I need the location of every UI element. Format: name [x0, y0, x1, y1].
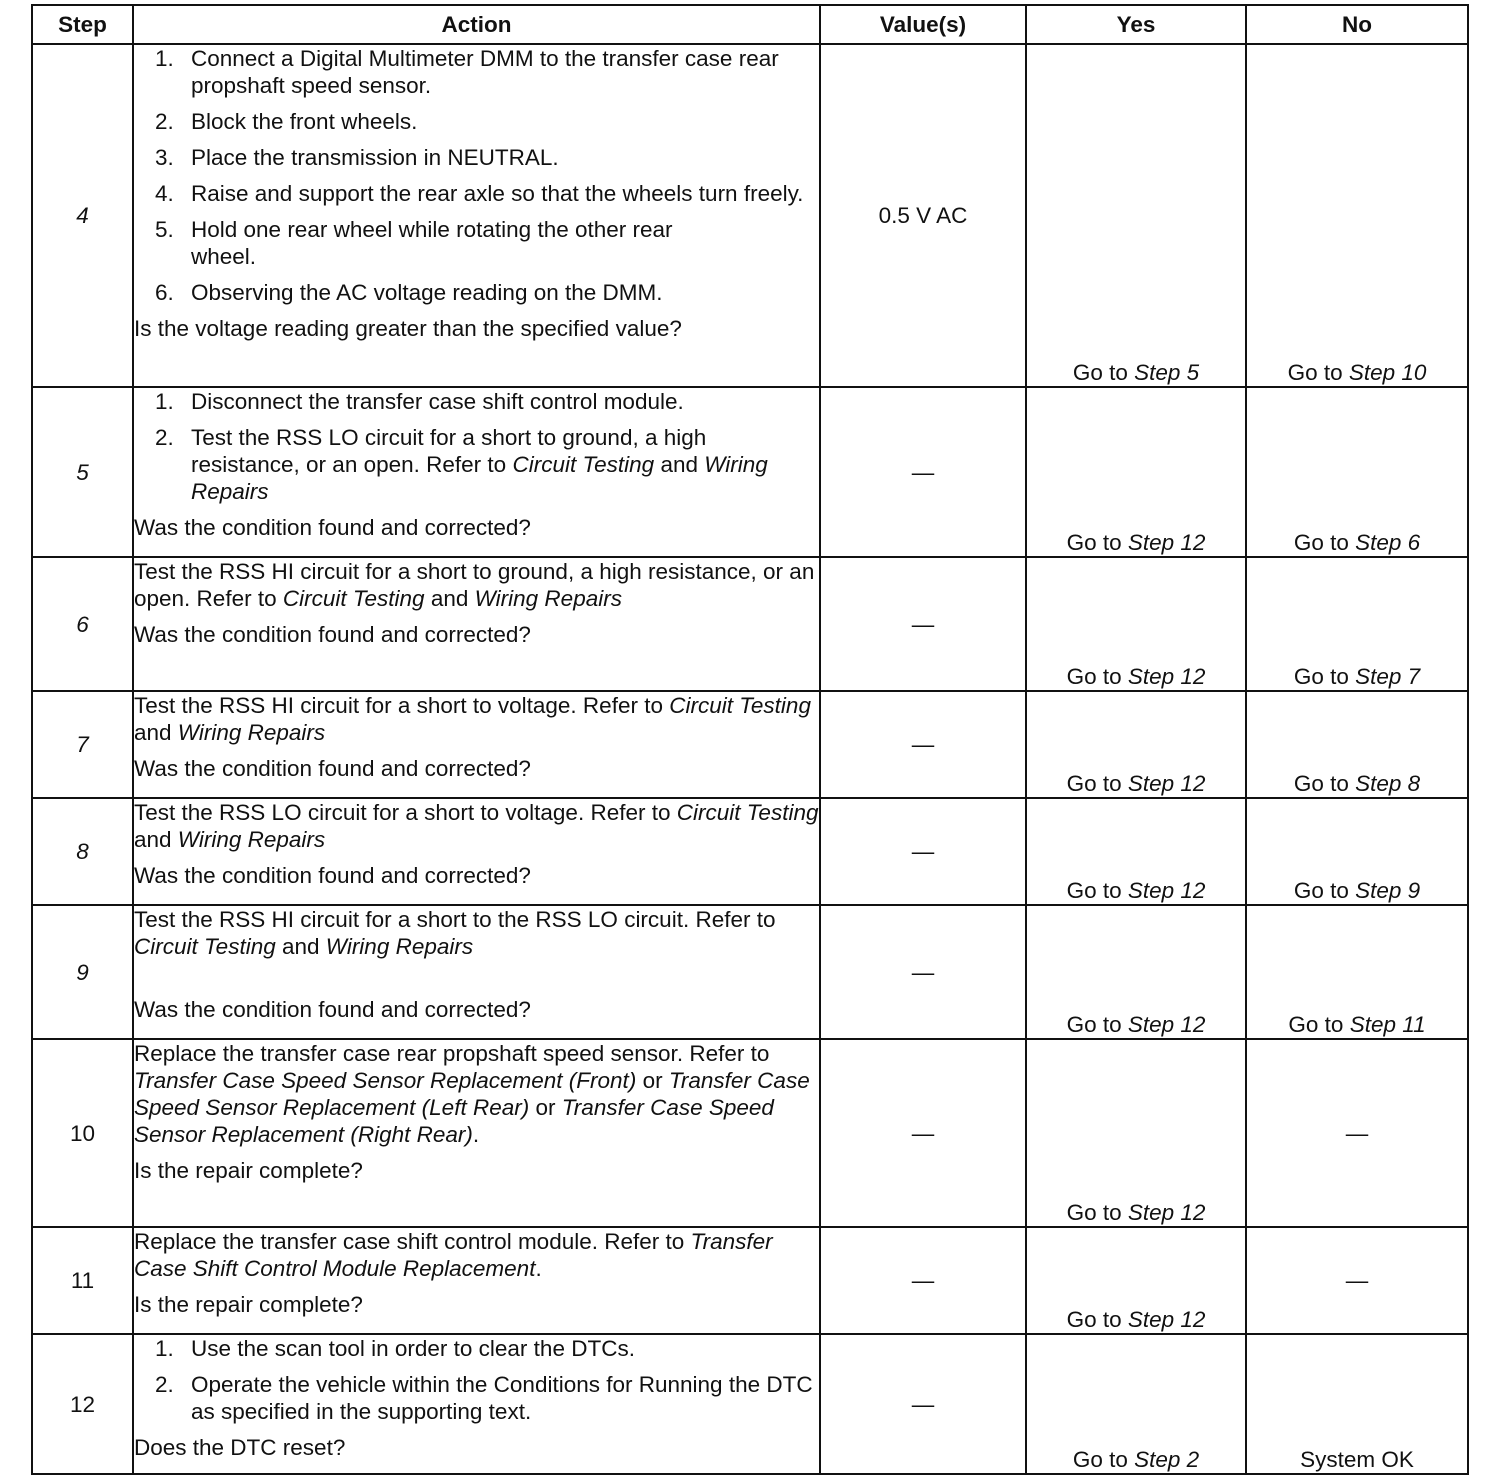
- step-ref: Step 12: [1127, 530, 1206, 555]
- value-cell: —: [820, 905, 1026, 1039]
- yes-cell: Go to Step 12: [1026, 1039, 1246, 1227]
- action-cell: [133, 798, 820, 905]
- table-row: [32, 798, 1468, 905]
- reference-link: Circuit Testing: [669, 693, 811, 718]
- yes-cell: Go to Step 12: [1026, 387, 1246, 557]
- action-steps: [134, 45, 819, 306]
- step-ref: Step 11: [1349, 1012, 1426, 1037]
- header-action: Action: [133, 5, 820, 44]
- question: Does the DTC reset?: [134, 1435, 346, 1460]
- list-item: 5. Hold one rear wheel while rotating the other rear wheel.: [155, 217, 673, 269]
- question: Was the condition found and corrected?: [134, 622, 531, 647]
- list-item: 2. Operate the vehicle within the Conditions for Running the DTC as specified in the supporting text.: [155, 1372, 813, 1424]
- step-number: 7: [32, 691, 133, 798]
- table-row: [32, 905, 1468, 1039]
- value-cell: —: [820, 1227, 1026, 1334]
- table-row: [32, 1227, 1468, 1334]
- reference-link: Circuit Testing: [512, 452, 655, 477]
- no-cell: —: [1246, 1039, 1468, 1227]
- question: Is the repair complete?: [134, 1158, 363, 1183]
- reference-link: Wiring Repairs: [325, 934, 474, 959]
- value-cell: 0.5 V AC: [820, 44, 1026, 387]
- list-item: 3. Place the transmission in NEUTRAL.: [155, 145, 559, 170]
- reference-link: Transfer Case Shift Control Module Replacement: [134, 1229, 773, 1281]
- action-cell: [133, 905, 820, 1039]
- yes-cell: Go to Step 12: [1026, 691, 1246, 798]
- list-item: 4. Raise and support the rear axle so that the wheels turn freely.: [155, 181, 804, 206]
- list-item: 2. Test the RSS LO circuit for a short to ground, a high resistance, or an open. Refer to Circuit Testing and Wiring Repairs: [155, 425, 768, 504]
- value-cell: —: [820, 798, 1026, 905]
- yes-cell: Go to Step 12: [1026, 557, 1246, 691]
- question: Was the condition found and corrected?: [134, 997, 531, 1022]
- no-cell: Go to Step 6: [1246, 387, 1468, 557]
- step-ref: Step 9: [1355, 878, 1421, 903]
- table-row: [32, 557, 1468, 691]
- action-cell: [133, 1039, 820, 1227]
- table-row: [32, 691, 1468, 798]
- no-cell: —: [1246, 1227, 1468, 1334]
- yes-cell: Go to Step 5: [1026, 44, 1246, 387]
- step-ref: Step 12: [1127, 1200, 1206, 1225]
- no-cell: System OK: [1246, 1334, 1468, 1474]
- action-cell: [133, 1227, 820, 1334]
- value-cell: —: [820, 691, 1026, 798]
- header-yes: Yes: [1026, 5, 1246, 44]
- reference-link: Transfer Case Speed Sensor Replacement (Right Rear): [134, 1095, 774, 1147]
- table-row: [32, 44, 1468, 387]
- list-item: 1. Disconnect the transfer case shift control module.: [155, 389, 684, 414]
- reference-link: Circuit Testing: [134, 934, 276, 959]
- action-text: Test the RSS HI circuit for a short to ground, a high resistance, or an open. Refer to Circuit Testing and Wiring Repairs: [134, 559, 815, 611]
- action-text: Test the RSS LO circuit for a short to voltage. Refer to Circuit Testing and Wiring Repairs: [134, 800, 819, 852]
- yes-cell: Go to Step 12: [1026, 905, 1246, 1039]
- list-item: 6. Observing the AC voltage reading on the DMM.: [155, 280, 663, 305]
- table-row: [32, 387, 1468, 557]
- no-cell: Go to Step 7: [1246, 557, 1468, 691]
- step-number: 9: [32, 905, 133, 1039]
- step-ref: Step 12: [1127, 1012, 1206, 1037]
- reference-link: Transfer Case Speed Sensor Replacement (Front): [134, 1068, 637, 1093]
- yes-cell: Go to Step 2: [1026, 1334, 1246, 1474]
- step-ref: Step 12: [1127, 1307, 1206, 1332]
- action-text: Replace the transfer case shift control module. Refer to Transfer Case Shift Control Module Replacement.: [134, 1229, 773, 1281]
- step-ref: Step 12: [1127, 878, 1206, 903]
- step-number: 5: [32, 387, 133, 557]
- action-text: Replace the transfer case rear propshaft speed sensor. Refer to Transfer Case Speed Sensor Replacement (Front) or Transfer Case Speed Sensor Replacement (Left Rear) or Transfer Case Speed Sensor Replacement (Right Rear).: [134, 1041, 810, 1147]
- step-ref: Step 7: [1355, 664, 1421, 689]
- header-step: Step: [32, 5, 133, 44]
- action-steps: [134, 388, 819, 505]
- list-item: 2. Block the front wheels.: [155, 109, 418, 134]
- yes-cell: Go to Step 12: [1026, 798, 1246, 905]
- no-cell: Go to Step 11: [1246, 905, 1468, 1039]
- step-number: 11: [32, 1227, 133, 1334]
- question: Is the voltage reading greater than the specified value?: [134, 316, 682, 341]
- value-cell: —: [820, 1039, 1026, 1227]
- reference-link: Wiring Repairs: [191, 452, 768, 504]
- step-ref: Step 8: [1355, 771, 1421, 796]
- header-row: [32, 5, 1468, 44]
- action-cell: [133, 44, 820, 387]
- action-text: Test the RSS HI circuit for a short to voltage. Refer to Circuit Testing and Wiring Repairs: [134, 693, 811, 745]
- action-cell: [133, 557, 820, 691]
- step-ref: Step 5: [1134, 360, 1200, 385]
- reference-link: Wiring Repairs: [177, 827, 326, 852]
- list-item: 1. Use the scan tool in order to clear the DTCs.: [155, 1336, 635, 1361]
- question: Was the condition found and corrected?: [134, 515, 531, 540]
- value-cell: —: [820, 1334, 1026, 1474]
- reference-link: Circuit Testing: [282, 586, 425, 611]
- step-ref: Step 12: [1127, 664, 1206, 689]
- table-row: [32, 1334, 1468, 1474]
- no-cell: Go to Step 8: [1246, 691, 1468, 798]
- step-number: 6: [32, 557, 133, 691]
- yes-cell: Go to Step 12: [1026, 1227, 1246, 1334]
- header-no: No: [1246, 5, 1468, 44]
- step-number: 8: [32, 798, 133, 905]
- reference-link: Transfer Case Speed Sensor Replacement (Left Rear): [134, 1068, 810, 1120]
- step-number: 12: [32, 1334, 133, 1474]
- action-steps: [134, 1335, 819, 1425]
- header-values: Value(s): [820, 5, 1026, 44]
- list-item: 1. Connect a Digital Multimeter DMM to the transfer case rear propshaft speed sensor.: [155, 46, 779, 98]
- action-cell: [133, 1334, 820, 1474]
- step-ref: Step 10: [1348, 360, 1427, 385]
- reference-link: Circuit Testing: [676, 800, 819, 825]
- action-cell: [133, 691, 820, 798]
- action-text: Test the RSS HI circuit for a short to the RSS LO circuit. Refer to Circuit Testing and Wiring Repairs: [134, 907, 776, 959]
- step-number: 10: [32, 1039, 133, 1227]
- value-cell: —: [820, 387, 1026, 557]
- step-number: 4: [32, 44, 133, 387]
- action-cell: [133, 387, 820, 557]
- reference-link: Wiring Repairs: [177, 720, 326, 745]
- question: Is the repair complete?: [134, 1292, 363, 1317]
- no-cell: Go to Step 9: [1246, 798, 1468, 905]
- table-row: [32, 1039, 1468, 1227]
- no-cell: Go to Step 10: [1246, 44, 1468, 387]
- step-ref: Step 12: [1127, 771, 1206, 796]
- question: Was the condition found and corrected?: [134, 863, 531, 888]
- diagnostic-table: [31, 4, 1469, 1475]
- step-ref: Step 2: [1134, 1447, 1200, 1472]
- question: Was the condition found and corrected?: [134, 756, 531, 781]
- step-ref: Step 6: [1355, 530, 1421, 555]
- value-cell: —: [820, 557, 1026, 691]
- reference-link: Wiring Repairs: [474, 586, 622, 611]
